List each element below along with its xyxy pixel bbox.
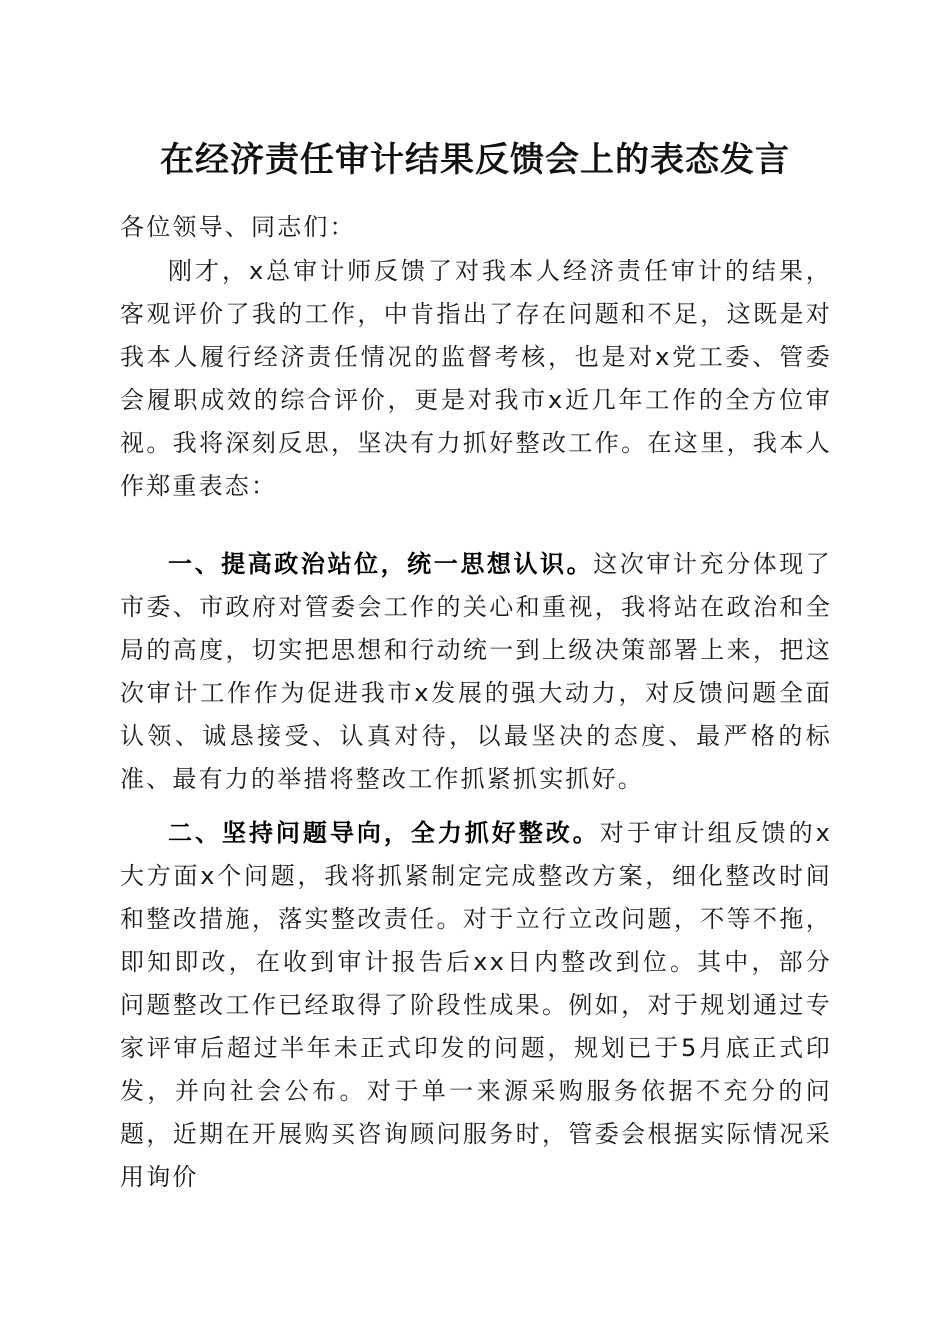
paragraph-opening-text: 刚才，x总审计师反馈了对我本人经济责任审计的结果，客观评价了我的工作，中肯指出了存在问题和不足，这既是对我本人履行经济责任情况的监督考核，也是对x党工委、管委会履职成效的综合评价，更是对我市x近几年工作的全方位审视。我将深刻反思，坚决有力抓好整改工作。在这里，我本人作郑重表态： [120, 257, 832, 500]
paragraph-point-one-heading: 一、提高政治站位，统一思想认识。 [168, 550, 594, 578]
paragraph-point-two [120, 812, 832, 1199]
paragraph-point-one [120, 543, 832, 801]
paragraph-point-two-heading: 二、坚持问题导向，全力抓好整改。 [168, 819, 600, 847]
document-title: 在经济责任审计结果反馈会上的表态发言 [160, 140, 790, 180]
paragraph-point-two-text: 对于审计组反馈的x大方面x个问题，我将抓紧制定完成整改方案，细化整改时间和整改措施，落实整改责任。对于立行立改问题，不等不拖，即知即改，在收到审计报告后xx日内整改到位。其中，部分问题整改工作已经取得了阶段性成果。例如，对于规划通过专家评审后超过半年未正式印发的问题，规划已于5月底正式印发，并向社会公布。对于单一来源采购服务依据不充分的问题，近期在开展购买咨询顾问服务时，管委会根据实际情况采用询价 [120, 819, 832, 1191]
salutation: 各位领导、同志们： [120, 213, 356, 241]
paragraph-point-one-text: 这次审计充分体现了市委、市政府对管委会工作的关心和重视，我将站在政治和全局的高度，切实把思想和行动统一到上级决策部署上来，把这次审计工作作为促进我市x发展的强大动力，对反馈问题全面认领、诚恳接受、认真对待，以最坚决的态度、最严格的标准、最有力的举措将整改工作抓紧抓实抓好。 [120, 550, 832, 793]
paragraph-opening [120, 250, 832, 508]
